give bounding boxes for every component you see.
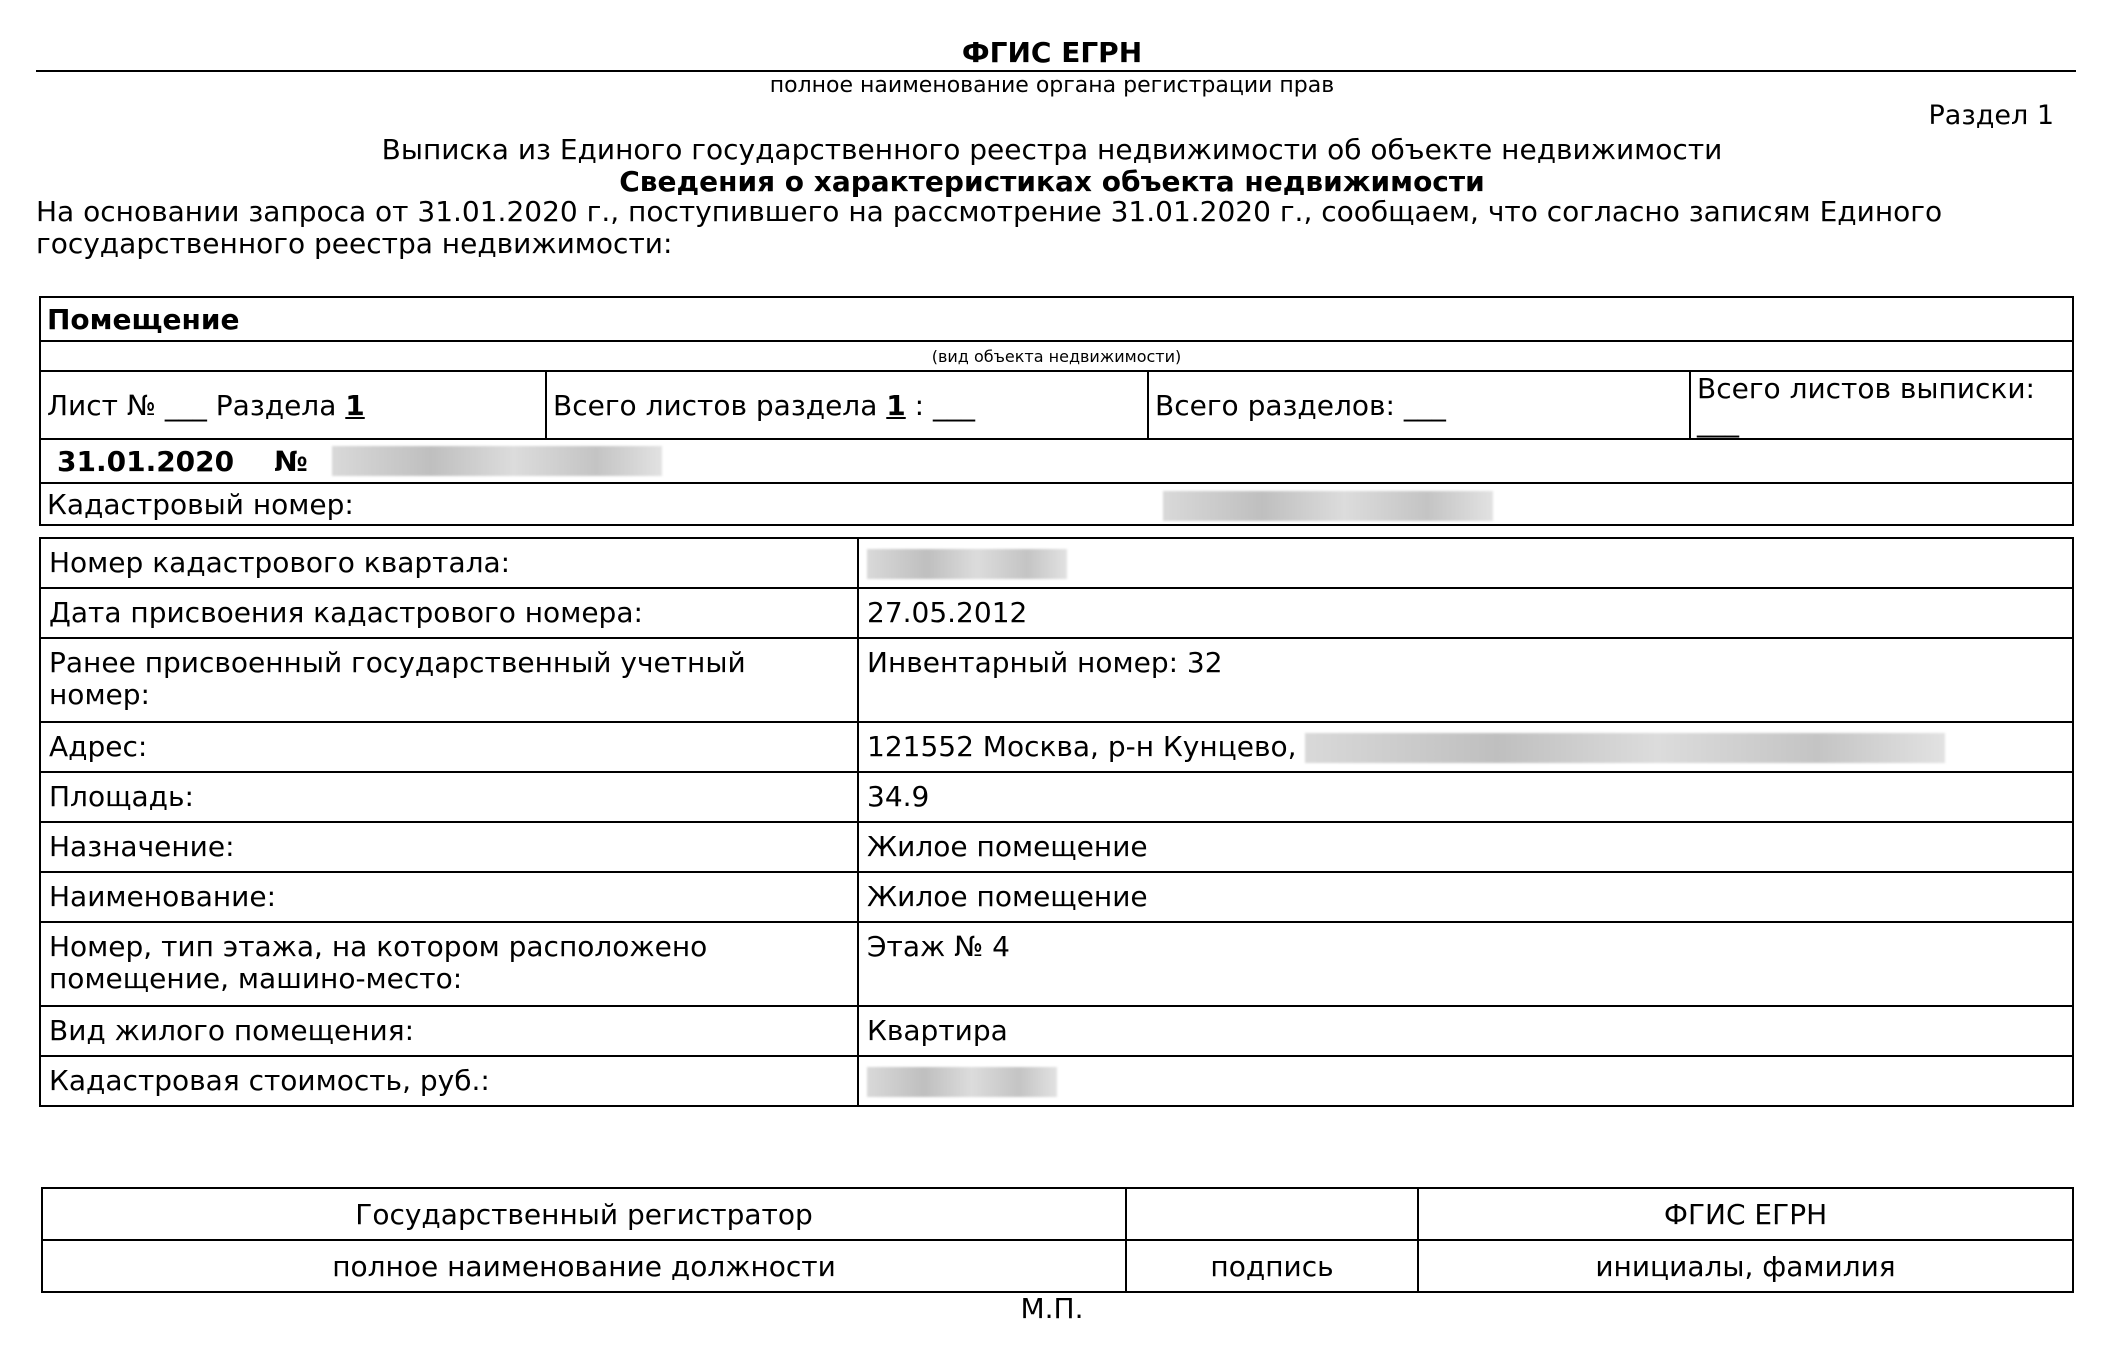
cadastral-label: Кадастровый номер: (47, 487, 354, 521)
sheet-number-cell (40, 371, 546, 439)
redacted-quarter (867, 549, 1067, 579)
detail-label: Дата присвоения кадастрового номера: (40, 588, 858, 638)
seal-label: М.П. (1020, 1292, 1084, 1325)
table-row (40, 722, 2073, 772)
detail-label: Вид жилого помещения: (40, 1006, 858, 1056)
table-row (40, 922, 2073, 1006)
address-value: 121552 Москва, р-н Кунцево, (867, 730, 1297, 763)
table-row (40, 872, 2073, 922)
date-number-row (40, 439, 2073, 483)
redacted-cadastral-number (1163, 491, 1493, 521)
sheet-label: Лист № ___ Раздела (47, 388, 346, 422)
detail-label: Кадастровая стоимость, руб.: (40, 1056, 858, 1106)
name-caption: инициалы, фамилия (1418, 1240, 2073, 1292)
detail-value: 27.05.2012 (858, 588, 2073, 638)
number-label: № (274, 444, 308, 478)
redacted-address (1305, 733, 1945, 763)
section-label: Раздел 1 (1928, 100, 2054, 131)
registry-caption: полное наименование органа регистрации прав (769, 73, 1335, 98)
signature-cell (1126, 1188, 1418, 1240)
object-type: Помещение (40, 297, 2073, 341)
detail-value: 34.9 (858, 772, 2073, 822)
table-row (40, 1006, 2073, 1056)
detail-label: Наименование: (40, 872, 858, 922)
table-row (40, 638, 2073, 722)
detail-value (858, 1056, 2073, 1106)
total-sheets-extract: Всего листов выписки: ___ (1690, 371, 2073, 439)
document-title: Выписка из Единого государственного реестра недвижимости об объекте недвижимости (381, 133, 1723, 166)
object-type-caption: (вид объекта недвижимости) (40, 341, 2073, 371)
signature-caption: подпись (1126, 1240, 1418, 1292)
document-subtitle: Сведения о характеристиках объекта недвижимости (619, 165, 1485, 198)
object-header-table (39, 296, 2074, 526)
total-sheets-suffix: : ___ (905, 388, 975, 422)
table-row (40, 1056, 2073, 1106)
registrar-position: Государственный регистратор (42, 1188, 1126, 1240)
detail-value: Жилое помещение (858, 822, 2073, 872)
table-row (40, 772, 2073, 822)
detail-value (858, 722, 2073, 772)
registry-title: ФГИС ЕГРН (961, 36, 1143, 69)
detail-label: Номер, тип этажа, на котором расположено помещение, машино-место: (40, 922, 858, 1006)
detail-value (858, 538, 2073, 588)
detail-label: Площадь: (40, 772, 858, 822)
details-table (39, 537, 2074, 1107)
detail-value: Квартира (858, 1006, 2073, 1056)
detail-label: Адрес: (40, 722, 858, 772)
header-divider (36, 70, 2076, 72)
detail-value: Жилое помещение (858, 872, 2073, 922)
total-sheets-section: 1 (886, 388, 906, 422)
signature-table (41, 1187, 2074, 1293)
intro-paragraph: На основании запроса от 31.01.2020 г., поступившего на рассмотрение 31.01.2020 г., сообщаем, что согласно записям Единого государственного реестра недвижимости: (36, 195, 1943, 260)
position-caption: полное наименование должности (42, 1240, 1126, 1292)
detail-label: Назначение: (40, 822, 858, 872)
total-sheets-label: Всего листов раздела (553, 388, 887, 422)
redacted-cost (867, 1067, 1057, 1097)
cadastral-row (40, 483, 2073, 525)
detail-value: Этаж № 4 (858, 922, 2073, 1006)
table-row (40, 588, 2073, 638)
registrar-name: ФГИС ЕГРН (1418, 1188, 2073, 1240)
total-sections: Всего разделов: ___ (1148, 371, 1690, 439)
extract-date: 31.01.2020 (57, 444, 235, 478)
sheet-section: 1 (345, 388, 365, 422)
detail-label: Ранее присвоенный государственный учетный номер: (40, 638, 858, 722)
detail-value: Инвентарный номер: 32 (858, 638, 2073, 722)
detail-label: Номер кадастрового квартала: (40, 538, 858, 588)
table-row (40, 538, 2073, 588)
redacted-number (332, 446, 662, 476)
total-sheets-cell (546, 371, 1148, 439)
table-row (40, 822, 2073, 872)
